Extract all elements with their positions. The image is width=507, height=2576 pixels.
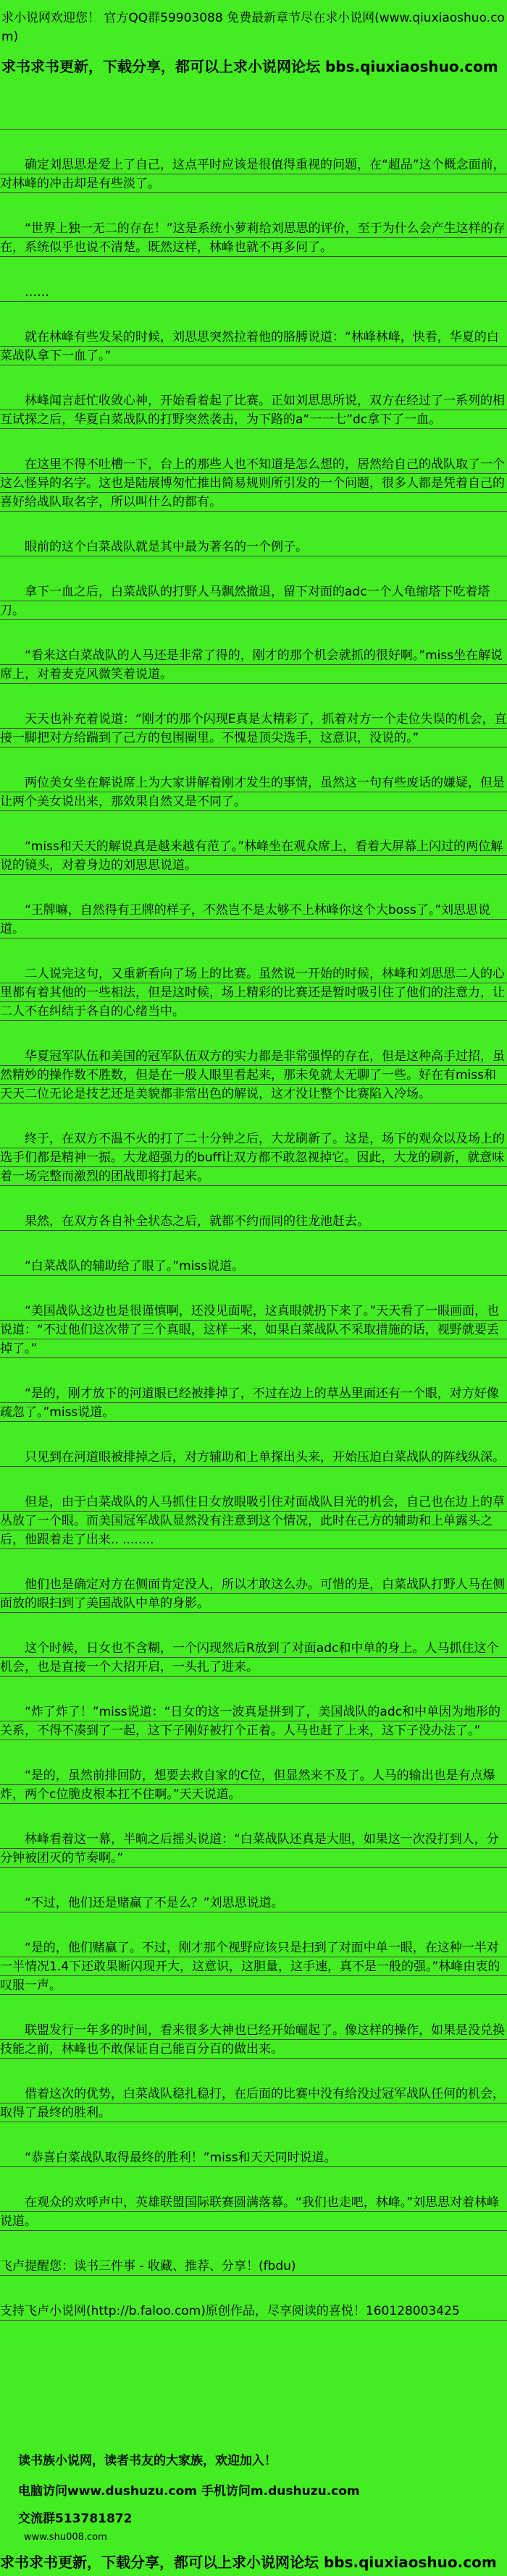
paragraph: “看来这白菜战队的人马还是非常了得的，刚才的那个机会就抓的很好啊。”miss坐在解说席上，对着麦克风微笑着说道。 — [0, 646, 507, 684]
paragraph: 天天也补充着说道：“刚才的那个闪现E真是太精彩了，抓着对方一个走位失误的机会，直接一脚把对方给踹到了己方的包围圈里。不愧是顶尖选手，这意识，没说的。” — [0, 710, 507, 747]
paragraph: 二人说完这句，又重新看向了场上的比赛。虽然说一开始的时候，林峰和刘思思二人的心里都有着其他的一些相法，但是这时候，场上精彩的比赛还是暂时吸引住了他们的注意力，让二人不在纠结于各自的心绪当中。 — [0, 965, 507, 1021]
footer-forum-banner-bottom: 求书求书更新，下载分享，都可以上求小说网论坛 bbs.qiuxiaoshuo.com — [0, 2554, 497, 2571]
paragraph: 华夏冠军队伍和美国的冠军队伍双方的实力都是非常强悍的存在，但是这种高手过招，虽然精妙的操作数不胜数，但是在一般人眼里看起来，那未免就太无聊了一些。好在有miss和天天二位无论是技艺还是美貌都非常出色的解说，这才没让整个比赛陷入冷场。 — [0, 1047, 507, 1103]
paragraph: 终于，在双方不温不火的打了二十分钟之后，大龙刷新了。这是，场下的观众以及场上的选手们都是精神一振。大龙超强力的buff让双方都不敢忽视掉它。因此，大龙的刷新，就意味着一场完整而激烈的团战即将打起来。 — [0, 1130, 507, 1186]
paragraph: “是的，他们赌赢了。不过，刚才那个视野应该只是扫到了对面中单一眼，在这种一半对一半情况1.4下还敢果断闪现开大，这意识，这胆量，这手速，真不是一般的强。”林峰由衷的叹服一声。 — [0, 1939, 507, 1995]
paragraph: “恭喜白菜战队取得最终的胜利！”miss和天天同时说道。 — [0, 2148, 507, 2167]
novel-paragraphs — [0, 156, 507, 2321]
paragraph: 他们也是确定对方在侧面肯定没人，所以才敢这么办。可惜的是，白菜战队打野人马在侧面放的眼扫到了美国战队中单的身影。 — [0, 1575, 507, 1613]
paragraph: “miss和天天的解说真是越来越有范了。”林峰坐在观众席上，看着大屏幕上闪过的两位解说的镜头，对着身边的刘思思说道。 — [0, 837, 507, 875]
paragraph: 在观众的欢呼声中，英雄联盟国际联赛圆满落幕。“我们也走吧，林峰。”刘思思对着林峰说道。 — [0, 2193, 507, 2231]
paragraph: 两位美女坐在解说席上为大家讲解着刚才发生的事情，虽然这一句有些废话的嫌疑，但是让两个美女说出来，那效果自然又是不同了。 — [0, 774, 507, 811]
paragraph: 但是，由于白菜战队的人马抓住日女放眼吸引住对面战队目光的机会，自己也在边上的草丛放了一个眼。而美国冠军战队显然没有注意到这个情况，此时在己方的辅助和上单露头之后，他跟着走了出来.. ........ — [0, 1493, 507, 1549]
paragraph: “白菜战队的辅助给了眼了。”miss说道。 — [0, 1257, 507, 1276]
site-welcome-banner: 求小说网欢迎您！ 官方QQ群59903088 免费最新章节尽在求小说网(www.qiuxiaoshuo.com) — [1, 11, 505, 44]
paragraph: 支持飞卢小说网(http://b.faloo.com)原创作品，尽享阅读的喜悦！160128003425 — [0, 2302, 507, 2321]
paragraph: 这个时候，日女也不含糊，一个闪现然后R放到了对面adc和中单的身上。人马抓住这个机会，也是直接一个大招开启，一头扎了进来。 — [0, 1639, 507, 1677]
paragraph: 飞卢提醒您：读书三件事 - 收藏、推荐、分享！(fbdu) — [0, 2257, 507, 2276]
paragraph: “不过，他们还是赌赢了不是么？”刘思思说道。 — [0, 1894, 507, 1912]
ruled-blank-line — [0, 111, 507, 130]
paragraph: “美国战队这边也是很谨慎啊，还没见面呢，这真眼就扔下来了。”天天看了一眼画面，也说道：“不过他们这次带了三个真眼，这样一来，如果白菜战队不采取措施的话，视野就要丢掉了。” — [0, 1302, 507, 1358]
paragraph: “世界上独一无二的存在！”这是系统小萝莉给刘思思的评价，至于为什么会产生这样的存在，系统似乎也说不清楚。既然这样，林峰也就不再多问了。 — [0, 219, 507, 257]
paragraph: 眼前的这个白菜战队就是其中最为著名的一个例子。 — [0, 538, 507, 556]
paragraph: 果然，在双方各自补全状态之后，就都不约而同的往龙池赶去。 — [0, 1212, 507, 1231]
site-forum-banner-top: 求书求书更新，下载分享，都可以上求小说网论坛 bbs.qiuxiaoshuo.com — [1, 58, 498, 75]
paragraph: 就在林峰有些发呆的时候，刘思思突然拉着他的胳膊说道：“林峰林峰，快看，华夏的白菜战队拿下一血了。” — [0, 328, 507, 365]
paragraph: 林峰闻言赶忙收敛心神，开始看着起了比赛。正如刘思思所说，双方在经过了一系列的相互试探之后，华夏白菜战队的打野突然袭击，为下路的a“一一七”dc拿下了一血。 — [0, 391, 507, 429]
paragraph: …… — [0, 283, 507, 302]
paragraph: “是的，虽然前排回防，想要去救自家的C位，但显然来不及了。人马的输出也是有点爆炸，两个c位脆皮根本扛不住啊。”天天说道。 — [0, 1766, 507, 1804]
paragraph: “王牌嘛，自然得有王牌的样子，不然岂不是太够不上林峰你这个大boss了。”刘思思说道。 — [0, 901, 507, 939]
paragraph: 借着这次的优势，白菜战队稳扎稳打，在后面的比赛中没有给没过冠军战队任何的机会，取得了最终的胜利。 — [0, 2085, 507, 2122]
footer-qq-group-line: 交流群513781872 — [18, 2512, 133, 2526]
footer-join-line: 读书族小说网，读者书友的大家族，欢迎加入！ — [18, 2454, 277, 2468]
paragraph: 在这里不得不吐槽一下，台上的那些人也不知道是怎么想的，居然给自己的战队取了一个这么怪异的名字。这也是陆展博匆忙推出简易规则所引发的一个问题，很多人都是凭着自己的喜好给战队取名字，所以叫什么的都有。 — [0, 455, 507, 512]
page-footer — [0, 2453, 507, 2570]
paragraph: 只见到在河道眼被排掉之后，对方辅助和上单探出头来，开始压迫白菜战队的阵线纵深。 — [0, 1448, 507, 1467]
paragraph: 确定刘思思是爱上了自己，这点平时应该是很值得重视的问题，在“超品”这个概念面前，对林峰的冲击却是有些淡了。 — [0, 156, 507, 193]
paragraph: “炸了炸了！”miss说道：“日女的这一波真是拼到了，美国战队的adc和中单因为地形的关系，不得不凑到了一起，这下子刚好被打个正着。人马也赶了上来，这下子没办法了。” — [0, 1703, 507, 1740]
paragraph: 拿下一血之后，白菜战队的打野人马飘然撤退，留下对面的adc一个人龟缩塔下吃着塔刀。 — [0, 582, 507, 620]
paragraph: “是的，刚才放下的河道眼已经被排掉了，不过在边上的草丛里面还有一个眼，对方好像疏忽了。”miss说道。 — [0, 1384, 507, 1422]
footer-access-line: 电脑访问www.dushuzu.com 手机访问m.dushuzu.com — [18, 2484, 360, 2499]
paragraph: 林峰看着这一幕，半晌之后摇头说道：“白菜战队还真是大胆，如果这一次没打到人，分分钟被团灭的节奏啊。” — [0, 1830, 507, 1868]
footer-small-site-line: www.shu008.com — [24, 2532, 107, 2543]
paragraph: 联盟发行一年多的时间，看来很多大神也已经开始崛起了。像这样的操作，如果是没兑换技能之前，林峰也不敢保证自己能百分百的做出来。 — [0, 2021, 507, 2059]
